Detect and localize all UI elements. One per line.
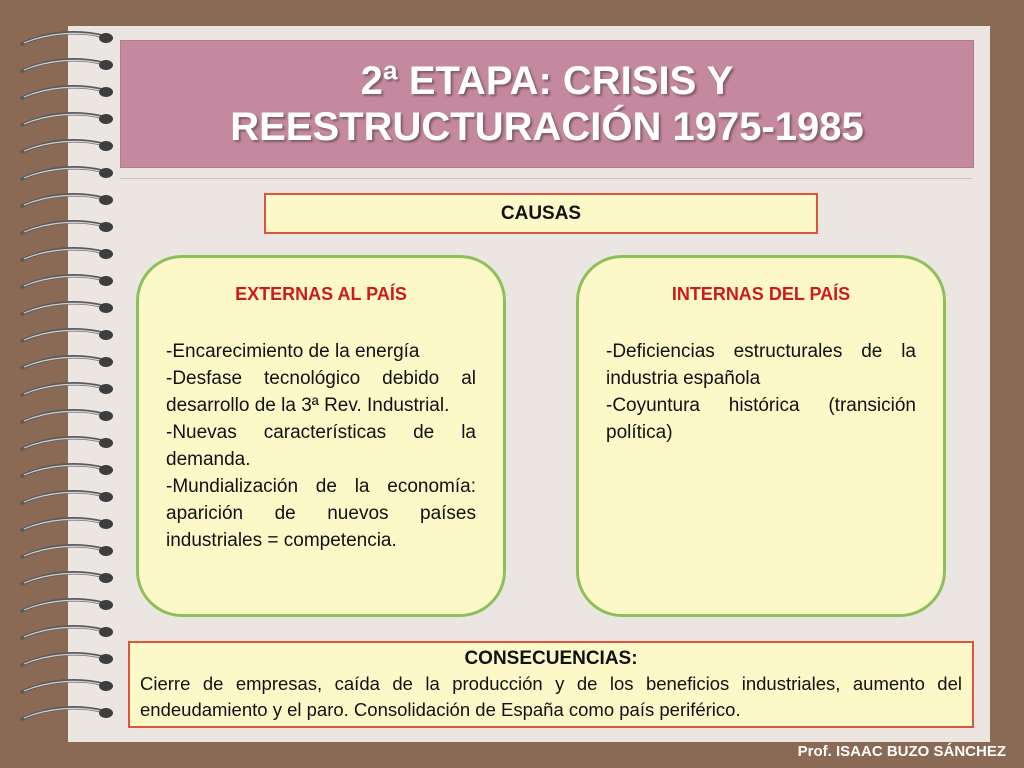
list-item: -Deficiencias estructurales de la industria española — [606, 341, 916, 389]
internal-causes-heading: INTERNAS DEL PAÍS — [671, 284, 851, 304]
coil-ring-icon — [18, 649, 118, 671]
coil-ring-icon — [18, 568, 118, 590]
consequences-heading: CONSECUENCIAS: — [464, 648, 638, 669]
title-line-2: REESTRUCTURACIÓN 1975-1985 — [230, 105, 864, 149]
internal-causes-box — [576, 255, 946, 617]
coil-ring-icon — [18, 28, 118, 50]
divider — [120, 178, 972, 179]
coil-ring-icon — [18, 379, 118, 401]
title-banner — [120, 40, 974, 168]
coil-ring-icon — [18, 244, 118, 266]
coil-ring-icon — [18, 676, 118, 698]
list-item: -Nuevas características de la demanda. — [166, 422, 476, 470]
coil-ring-icon — [18, 190, 118, 212]
list-item: -Desfase tecnológico debido al desarrollo de la 3ª Rev. Industrial. — [166, 368, 476, 416]
coil-ring-icon — [18, 487, 118, 509]
list-item: -Encarecimiento de la energía — [166, 341, 420, 362]
coil-ring-icon — [18, 514, 118, 536]
coil-ring-icon — [18, 352, 118, 374]
coil-ring-icon — [18, 217, 118, 239]
coil-ring-icon — [18, 703, 118, 725]
coil-ring-icon — [18, 271, 118, 293]
author-credit: Prof. ISAAC BUZO SÁNCHEZ — [797, 743, 1006, 760]
consequences-text: Cierre de empresas, caída de la producción y de los beneficios industriales, aumento del endeudamiento y el paro. Consolidación de España como país periférico. — [140, 673, 962, 720]
coil-ring-icon — [18, 541, 118, 563]
coil-ring-icon — [18, 109, 118, 131]
coil-ring-icon — [18, 406, 118, 428]
consequences-box — [128, 641, 974, 728]
coil-ring-icon — [18, 82, 118, 104]
coil-ring-icon — [18, 325, 118, 347]
coil-ring-icon — [18, 595, 118, 617]
coil-ring-icon — [18, 433, 118, 455]
coil-ring-icon — [18, 163, 118, 185]
coil-ring-icon — [18, 460, 118, 482]
coil-ring-icon — [18, 622, 118, 644]
causas-label: CAUSAS — [264, 193, 818, 234]
coil-ring-icon — [18, 136, 118, 158]
spiral-binding — [0, 28, 120, 738]
list-item: -Coyuntura histórica (transición política) — [606, 395, 916, 443]
list-item: -Mundialización de la economía: aparición de nuevos países industriales = competencia. — [166, 476, 476, 551]
external-causes-box — [136, 255, 506, 617]
internal-causes-list — [606, 338, 916, 446]
coil-ring-icon — [18, 55, 118, 77]
external-causes-list — [166, 338, 476, 554]
title-line-1: 2ª ETAPA: CRISIS Y — [360, 59, 734, 103]
coil-ring-icon — [18, 298, 118, 320]
external-causes-heading: EXTERNAS AL PAÍS — [235, 284, 407, 304]
